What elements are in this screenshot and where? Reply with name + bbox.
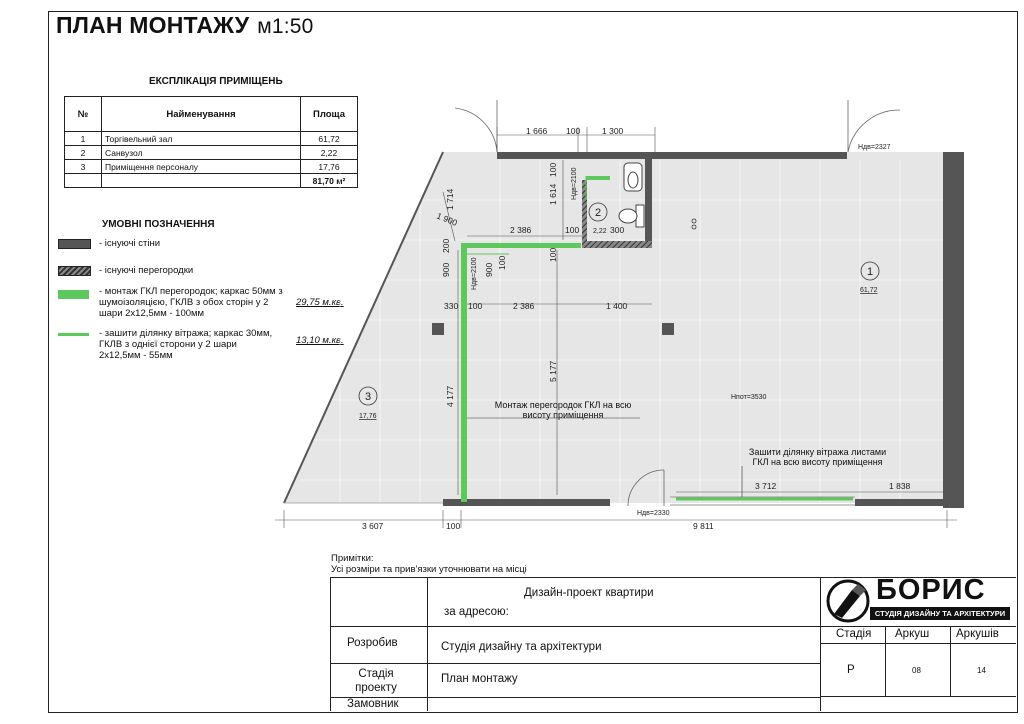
height-door-top: Hдв=2327 bbox=[858, 144, 891, 151]
dim-200: 200 bbox=[441, 238, 451, 253]
dim-5177: 5 177 bbox=[548, 360, 558, 382]
row-area: 2,22 bbox=[301, 146, 358, 160]
height-door-staff: Hдв=2100 bbox=[471, 257, 478, 290]
column bbox=[662, 323, 674, 335]
dim-bottom-100: 100 bbox=[446, 521, 461, 531]
dim-4177: 4 177 bbox=[445, 385, 455, 407]
title-block-row-line bbox=[330, 663, 821, 664]
title-block-divider bbox=[427, 577, 428, 711]
title-block-left-line bbox=[330, 577, 331, 711]
dim-100-wc: 100 bbox=[565, 225, 580, 235]
dim-bottom-3607: 3 607 bbox=[362, 521, 384, 531]
partition-staff-vertical bbox=[461, 244, 467, 502]
dim-1838: 1 838 bbox=[889, 481, 911, 491]
dim-100-v2: 100 bbox=[548, 247, 558, 262]
existing-wall-bottom-right bbox=[855, 499, 943, 506]
project-name: Дизайн-проект квартири bbox=[524, 587, 654, 599]
column bbox=[432, 323, 444, 335]
dim-100-mid: 100 bbox=[468, 301, 483, 311]
dim-1400: 1 400 bbox=[606, 301, 628, 311]
dim-1614: 1 614 bbox=[548, 183, 558, 205]
sheet-value: 08 bbox=[912, 666, 921, 675]
stage-value: Р bbox=[847, 664, 855, 676]
dim-100-v1: 100 bbox=[548, 162, 558, 177]
existing-wall-bottom-left bbox=[443, 499, 610, 506]
dim-300: 300 bbox=[610, 225, 625, 235]
title-block-row-line bbox=[330, 626, 1016, 627]
row-area: 17,76 bbox=[301, 160, 358, 174]
title-block-row-line bbox=[330, 697, 821, 698]
explication-title: ЕКСПЛІКАЦІЯ ПРИМІЩЕНЬ bbox=[149, 76, 283, 87]
wc-wall-right bbox=[645, 157, 652, 247]
dim-2386-mid: 2 386 bbox=[513, 301, 535, 311]
notes-label: Примітки: bbox=[331, 553, 374, 564]
dim-1900: 1 900 bbox=[435, 210, 459, 228]
notes-text: Усі розміри та прив'язки уточнювати на місці bbox=[331, 564, 527, 575]
dim-top-1300: 1 300 bbox=[602, 126, 624, 136]
dim-330: 330 bbox=[444, 301, 459, 311]
sheet-title: План монтажу bbox=[441, 673, 518, 685]
stage-project-label: Стадія проекту bbox=[355, 668, 397, 694]
sheet-label: Аркуш bbox=[895, 628, 930, 640]
sheets-label: Аркушів bbox=[956, 628, 999, 640]
dim-100-v3: 100 bbox=[497, 255, 507, 270]
row-number: 3 bbox=[65, 160, 102, 174]
room-3-number: 3 bbox=[365, 391, 372, 403]
glazing-annotation: Зашити ділянку вітража листами ГКЛ на всю висоту приміщення bbox=[748, 447, 887, 467]
room-1-area: 61,72 bbox=[860, 287, 878, 294]
developer-name: Студія дизайну та архітектури bbox=[441, 641, 602, 653]
legend-glazing: - зашити ділянку вітража; каркас 30мм, ГКЛВ з однієї сторони у 2 шари 2х12,5мм - 55мм bbox=[99, 328, 273, 361]
row-area: 61,72 bbox=[301, 132, 358, 146]
dim-3712: 3 712 bbox=[755, 481, 777, 491]
toilet-icon bbox=[619, 209, 637, 223]
legend-existing-walls: - існуючі стіни bbox=[99, 238, 161, 249]
title-text: ПЛАН МОНТАЖУ bbox=[56, 12, 250, 38]
dim-bottom-9811: 9 811 bbox=[693, 521, 714, 531]
stage-label: Стадія bbox=[836, 628, 872, 640]
height-ceiling: Hпот=3530 bbox=[731, 394, 767, 401]
room-1-number: 1 bbox=[867, 266, 874, 278]
row-number: 2 bbox=[65, 146, 102, 160]
customer-label: Замовник bbox=[347, 698, 399, 710]
title-block-row-line bbox=[820, 696, 1016, 697]
room-3-area: 17,76 bbox=[359, 413, 377, 420]
partition-annotation: Монтаж перегородок ГКЛ на всю висоту приміщення bbox=[494, 400, 632, 420]
legend-partition-install: - монтаж ГКЛ перегородок; каркас 50мм з шумоізоляцією, ГКЛВ з обох сторін у 2 шари 2х12,5мм - 100мм bbox=[99, 286, 283, 319]
title-block-row-line bbox=[820, 643, 1016, 644]
height-door-wc: Hдв=2100 bbox=[571, 167, 578, 200]
legend-partition-area: 29,75 м.кв. bbox=[296, 297, 344, 308]
scale-label: м1:50 bbox=[257, 15, 314, 38]
sheets-value: 14 bbox=[977, 666, 986, 675]
existing-wall-top bbox=[497, 152, 847, 159]
brand-name: БОРИС bbox=[876, 574, 986, 606]
partition-wc-door bbox=[586, 176, 610, 180]
legend-title: УМОВНІ ПОЗНАЧЕННЯ bbox=[102, 219, 215, 230]
partition-staff-top bbox=[461, 243, 581, 248]
sink-bowl-icon bbox=[628, 172, 638, 188]
height-door-bottom: Hдв=2330 bbox=[637, 510, 670, 517]
notes-block bbox=[331, 553, 527, 575]
dim-1714: 1 714 bbox=[445, 188, 455, 210]
dim-top-100: 100 bbox=[566, 126, 581, 136]
row-name: Санвузол bbox=[102, 146, 301, 160]
title-block-col-line bbox=[885, 626, 886, 696]
legend-existing-partitions: - існуючі перегородки bbox=[99, 265, 194, 276]
developed-label: Розробив bbox=[347, 637, 398, 649]
row-name: Приміщення персоналу bbox=[102, 160, 301, 174]
row-name: Торгівельний зал bbox=[102, 132, 301, 146]
existing-wall-right bbox=[943, 152, 964, 508]
row-number: 1 bbox=[65, 132, 102, 146]
dim-top-1666: 1 666 bbox=[526, 126, 548, 136]
address-label: за адресою: bbox=[444, 606, 509, 618]
legend-glazing-area: 13,10 м.кв. bbox=[296, 335, 344, 346]
header-area: Площа bbox=[301, 97, 358, 132]
brand-subtitle: СТУДІЯ ДИЗАЙНУ ТА АРХІТЕКТУРИ bbox=[870, 607, 1010, 620]
title-block-col-line bbox=[950, 626, 951, 696]
wc-wall-bottom bbox=[582, 241, 652, 248]
total-area: 81,70 м² bbox=[301, 174, 358, 188]
header-number: № bbox=[65, 97, 102, 132]
title-block-divider bbox=[820, 577, 821, 711]
room-2-number: 2 bbox=[595, 207, 602, 219]
dim-2386-top: 2 386 bbox=[510, 225, 532, 235]
dim-900-left: 900 bbox=[441, 262, 451, 277]
room-2-area: 2,22 bbox=[593, 228, 607, 235]
door-arc-top-left bbox=[455, 108, 497, 152]
header-name: Найменування bbox=[102, 97, 301, 132]
dim-900-right: 900 bbox=[484, 262, 494, 277]
